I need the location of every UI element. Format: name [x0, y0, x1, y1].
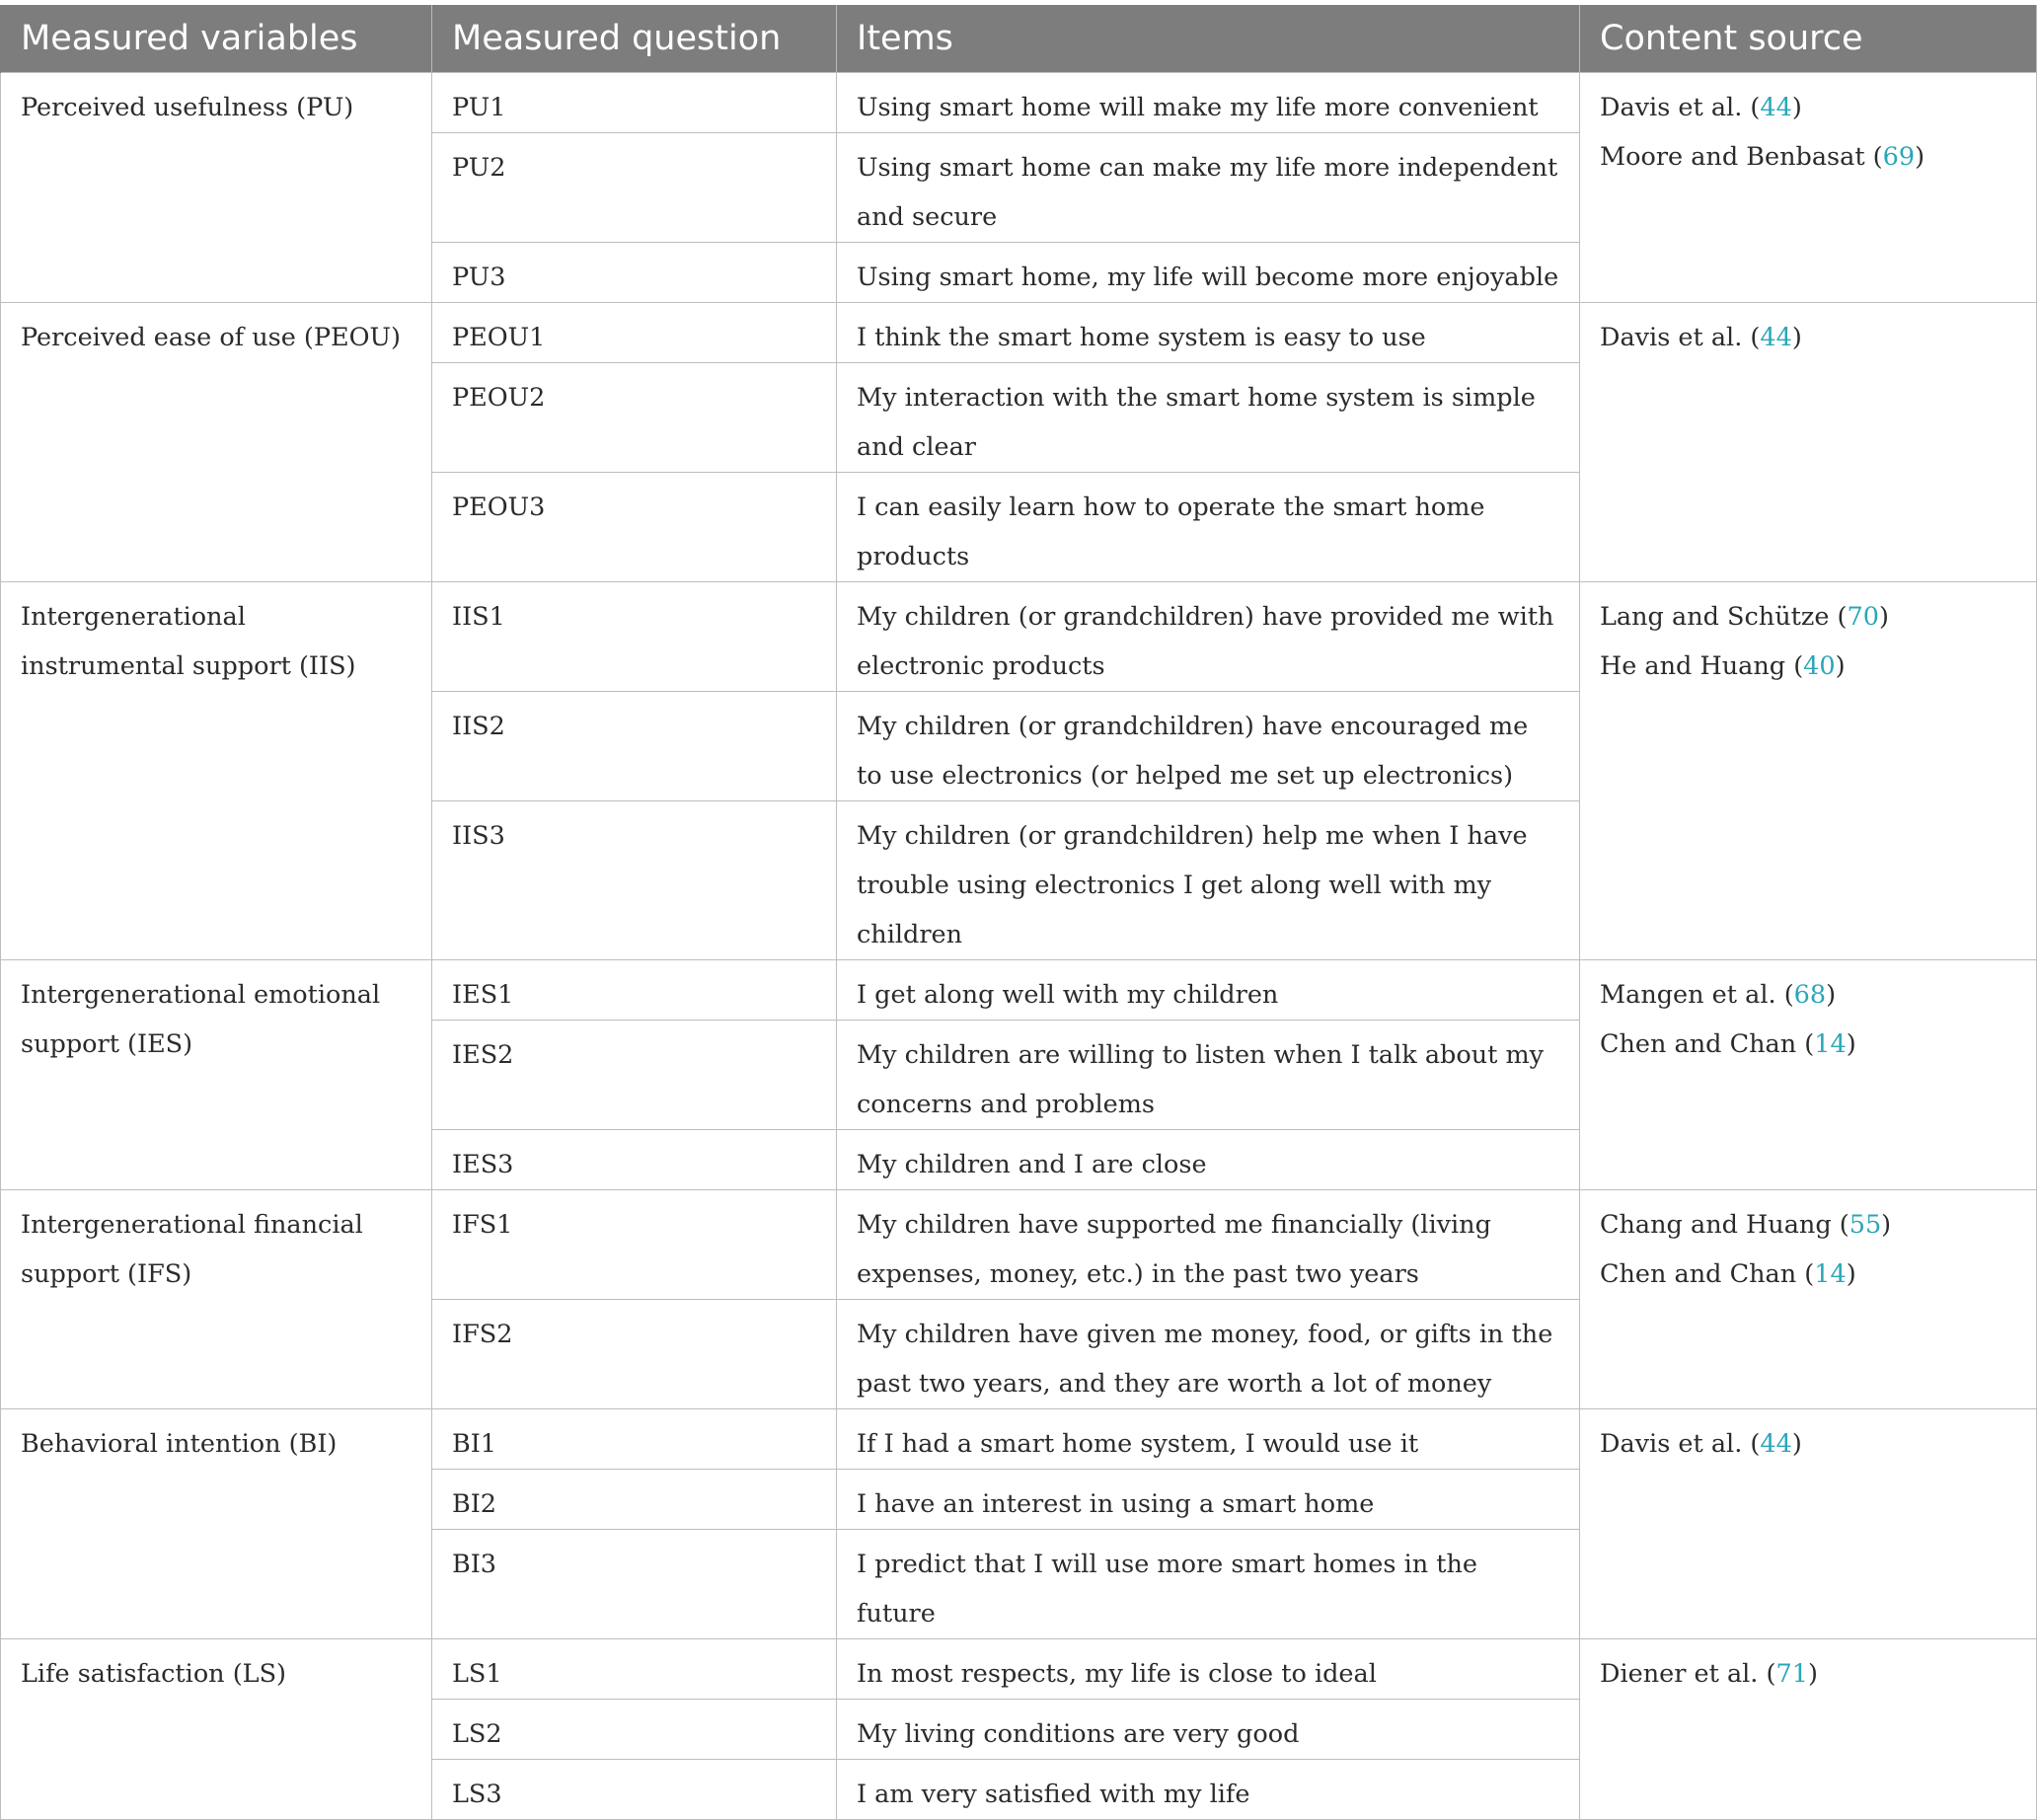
citation-link[interactable]: 44	[1760, 1428, 1792, 1459]
citation-link[interactable]: 55	[1849, 1209, 1882, 1240]
source-entry: Lang and Schütze (70)	[1600, 601, 1889, 632]
source-entry: Mangen et al. (68)	[1600, 979, 1837, 1010]
source-entry: Chen and Chan (14)	[1600, 1258, 1856, 1289]
table-row	[1, 1408, 2037, 1469]
source-entry: Diener et al. (71)	[1600, 1658, 1818, 1689]
header-items: Items	[837, 5, 1580, 72]
citation-link[interactable]: 70	[1847, 601, 1879, 632]
item-text: My children are willing to listen when I talk about my concerns and problems	[837, 1020, 1580, 1129]
item-text: I can easily learn how to operate the smart home products	[837, 472, 1580, 581]
question-code: PEOU2	[432, 362, 837, 472]
item-text: Using smart home can make my life more independent and secure	[837, 132, 1580, 242]
question-code: LS2	[432, 1699, 837, 1759]
citation-link[interactable]: 40	[1803, 650, 1836, 681]
item-text: I have an interest in using a smart home	[837, 1469, 1580, 1529]
question-code: IES3	[432, 1129, 837, 1189]
source-cell	[1580, 1408, 2037, 1638]
table-row	[1, 302, 2037, 362]
question-code: BI3	[432, 1529, 837, 1638]
table-row	[1, 1189, 2037, 1299]
source-entry: Davis et al. (44)	[1600, 1428, 1802, 1459]
question-code: LS1	[432, 1638, 837, 1699]
question-code: IIS2	[432, 691, 837, 800]
table-row	[1, 959, 2037, 1020]
citation-link[interactable]: 14	[1814, 1258, 1847, 1289]
item-text: My living conditions are very good	[837, 1699, 1580, 1759]
table-row	[1, 1638, 2037, 1699]
citation-link[interactable]: 44	[1760, 322, 1792, 352]
item-text: I predict that I will use more smart homes in the future	[837, 1529, 1580, 1638]
table-row	[1, 581, 2037, 691]
citation-link[interactable]: 44	[1760, 92, 1792, 122]
question-code: PEOU1	[432, 302, 837, 362]
item-text: My interaction with the smart home system is simple and clear	[837, 362, 1580, 472]
item-text: My children (or grandchildren) have encouraged me to use electronics (or helped me set up electronics)	[837, 691, 1580, 800]
measures-table	[0, 5, 2037, 1820]
question-code: IES1	[432, 959, 837, 1020]
question-code: IIS3	[432, 800, 837, 959]
item-text: My children and I are close	[837, 1129, 1580, 1189]
variable-cell: Life satisfaction (LS)	[1, 1638, 432, 1819]
item-text: My children (or grandchildren) have provided me with electronic products	[837, 581, 1580, 691]
header-content-source: Content source	[1580, 5, 2037, 72]
item-text: My children have supported me financially (living expenses, money, etc.) in the past two years	[837, 1189, 1580, 1299]
source-cell	[1580, 302, 2037, 581]
source-cell	[1580, 1189, 2037, 1408]
source-cell	[1580, 959, 2037, 1189]
item-text: If I had a smart home system, I would use it	[837, 1408, 1580, 1469]
table-row	[1, 72, 2037, 132]
question-code: IES2	[432, 1020, 837, 1129]
variable-cell: Perceived ease of use (PEOU)	[1, 302, 432, 581]
question-code: PU2	[432, 132, 837, 242]
question-code: LS3	[432, 1759, 837, 1819]
item-text: I think the smart home system is easy to use	[837, 302, 1580, 362]
header-measured-question: Measured question	[432, 5, 837, 72]
citation-link[interactable]: 69	[1882, 141, 1916, 172]
source-entry: Chang and Huang (55)	[1600, 1209, 1892, 1240]
source-entry: Davis et al. (44)	[1600, 322, 1802, 352]
variable-cell: Behavioral intention (BI)	[1, 1408, 432, 1638]
question-code: PU3	[432, 242, 837, 302]
question-code: PU1	[432, 72, 837, 132]
item-text: In most respects, my life is close to ideal	[837, 1638, 1580, 1699]
source-cell	[1580, 581, 2037, 959]
header-measured-variables: Measured variables	[1, 5, 432, 72]
source-cell	[1580, 72, 2037, 302]
question-code: IFS1	[432, 1189, 837, 1299]
variable-cell: Perceived usefulness (PU)	[1, 72, 432, 302]
header-row	[1, 5, 2037, 72]
source-entry: Moore and Benbasat (69)	[1600, 141, 1925, 172]
question-code: BI1	[432, 1408, 837, 1469]
item-text: My children have given me money, food, or gifts in the past two years, and they are worth a lot of money	[837, 1299, 1580, 1408]
source-entry: He and Huang (40)	[1600, 650, 1846, 681]
question-code: PEOU3	[432, 472, 837, 581]
item-text: Using smart home will make my life more convenient	[837, 72, 1580, 132]
item-text: I am very satisfied with my life	[837, 1759, 1580, 1819]
source-entry: Chen and Chan (14)	[1600, 1028, 1856, 1059]
question-code: IFS2	[432, 1299, 837, 1408]
item-text: My children (or grandchildren) help me when I have trouble using electronics I get along well with my children	[837, 800, 1580, 959]
source-cell	[1580, 1638, 2037, 1819]
variable-cell: Intergenerational financial support (IFS)	[1, 1189, 432, 1408]
question-code: BI2	[432, 1469, 837, 1529]
item-text: I get along well with my children	[837, 959, 1580, 1020]
source-entry: Davis et al. (44)	[1600, 92, 1802, 122]
variable-cell: Intergenerational emotional support (IES)	[1, 959, 432, 1189]
item-text: Using smart home, my life will become more enjoyable	[837, 242, 1580, 302]
citation-link[interactable]: 71	[1775, 1658, 1808, 1689]
citation-link[interactable]: 14	[1814, 1028, 1847, 1059]
citation-link[interactable]: 68	[1793, 979, 1827, 1010]
question-code: IIS1	[432, 581, 837, 691]
variable-cell: Intergenerational instrumental support (IIS)	[1, 581, 432, 959]
